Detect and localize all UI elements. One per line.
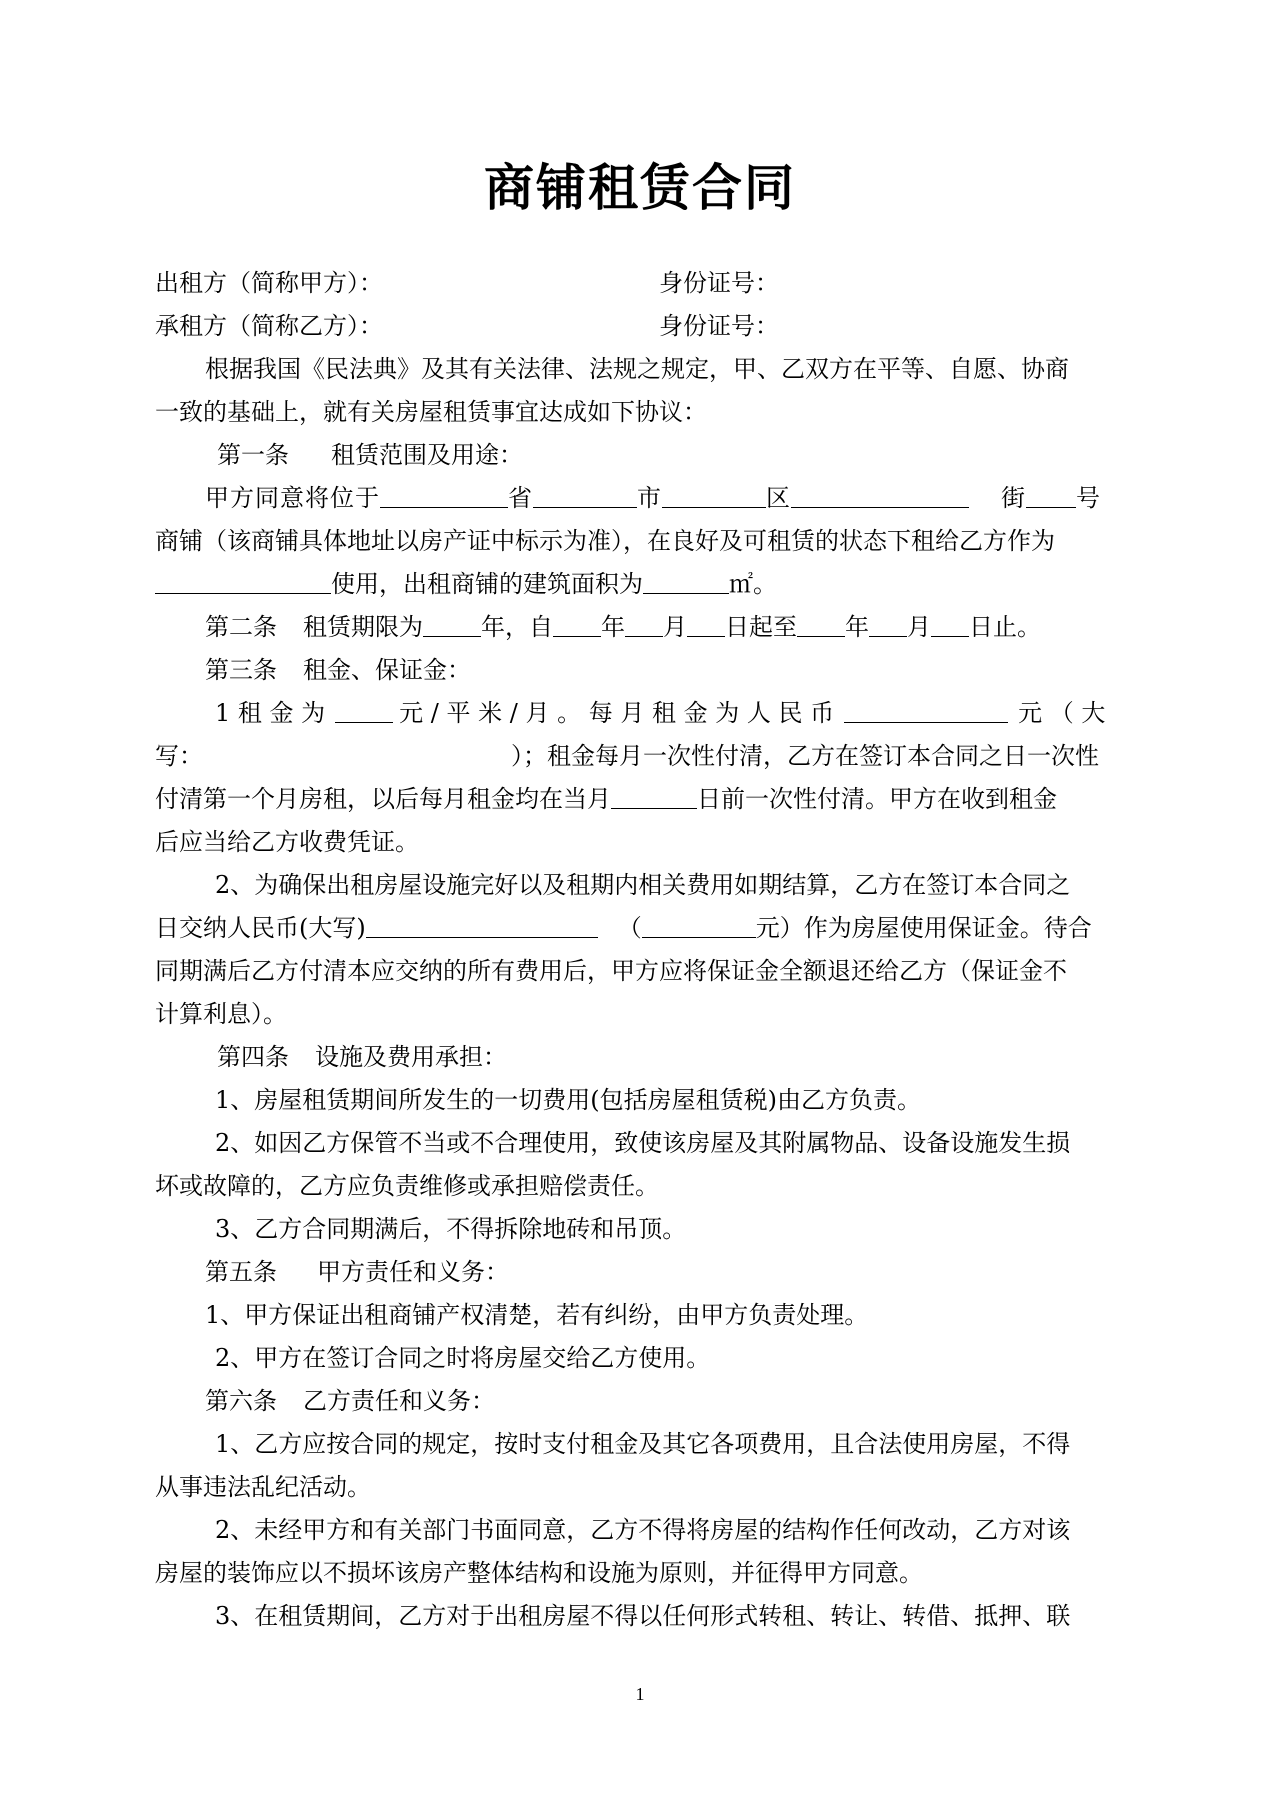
article-3-number: 第三条 [205,656,277,684]
page-number: 1 [635,1684,645,1704]
article-1-line-2: 商铺（该商铺具体地址以房产证中标示为准），在良好及可租赁的状态下租给乙方作为 [155,527,1055,555]
article-6-number: 第六条 [205,1387,277,1415]
preamble-line-2: 一致的基础上，就有关房屋租赁事宜达成如下协议： [155,398,707,426]
blank-start-month[interactable] [625,610,663,637]
article-4-heading [155,1036,1125,1079]
article-3-p1-line-4: 后应当给乙方收费凭证。 [155,828,419,856]
blank-city[interactable] [533,481,637,508]
article-3-heading [155,649,1125,692]
lessee-id-label: 身份证号： [659,312,779,340]
article-6-item-3-line-1: 3、在租赁期间，乙方对于出租房屋不得以任何形式转租、转让、转借、抵押、联 [215,1602,1071,1630]
lessor-line [155,262,1125,305]
article-5-number: 第五条 [205,1258,277,1286]
lessor-id-label: 身份证号： [659,269,779,297]
article-5-title: 甲方责任和义务： [317,1258,509,1286]
lessee-line [155,305,1125,348]
contract-body [155,262,1125,1638]
blank-deposit-amount[interactable] [642,911,756,938]
article-1-line-3: 使用，出租商铺的建筑面积为 ㎡。 [155,563,1125,606]
blank-district[interactable] [662,481,766,508]
article-1-heading [155,434,1125,477]
blank-end-day[interactable] [931,610,969,637]
article-5-heading [155,1251,1125,1294]
article-4-item-3: 3、乙方合同期满后，不得拆除地砖和吊顶。 [215,1215,687,1243]
article-4-number: 第四条 [217,1043,289,1071]
blank-area[interactable] [643,567,729,594]
blank-start-year[interactable] [553,610,601,637]
article-4-item-1: 1、房屋租赁期间所发生的一切费用(包括房屋租赁税)由乙方负责。 [215,1086,921,1114]
blank-province[interactable] [380,481,508,508]
blank-street-name[interactable] [791,481,969,508]
blank-monthly-rent[interactable] [844,696,1008,723]
lessee-label: 承租方（简称乙方）： [155,312,383,340]
article-3-p1-line-1: 1 租 金 为 元 / 平 米 / 月 。 每 月 租 金 为 人 民 币 元 （ 大 [155,692,1125,735]
article-6-item-2-line-1: 2、未经甲方和有关部门书面同意，乙方不得将房屋的结构作任何改动，乙方对该 [215,1516,1071,1544]
article-6-item-1-line-2: 从事违法乱纪活动。 [155,1473,371,1501]
article-1-line-1: 甲方同意将位于 省 市 区 街 号 [155,477,1125,520]
article-4-item-2-line-1: 2、如因乙方保管不当或不合理使用，致使该房屋及其附属物品、设备设施发生损 [215,1129,1071,1157]
blank-usage[interactable] [155,567,331,594]
article-1-number: 第一条 [217,441,289,469]
article-3-p2-line-2: 日交纳人民币(大写) （ 元）作为房屋使用保证金。待合 [155,907,1125,950]
article-4-title: 设施及费用承担： [315,1043,507,1071]
lessor-label: 出租方（简称甲方）： [155,269,383,297]
blank-end-month[interactable] [869,610,907,637]
blank-start-day[interactable] [687,610,725,637]
article-6-item-1-line-1: 1、乙方应按合同的规定，按时支付租金及其它各项费用，且合法使用房屋，不得 [215,1430,1071,1458]
article-2-number: 第二条 [205,613,277,641]
article-5-item-1: 1、甲方保证出租商铺产权清楚，若有纠纷，由甲方负责处理。 [205,1301,869,1329]
article-4-item-2-line-2: 坏或故障的，乙方应负责维修或承担赔偿责任。 [155,1172,659,1200]
article-3-p1-line-2: 写： ）；租金每月一次性付清，乙方在签订本合同之日一次性 [155,742,1099,770]
article-3-p2-line-4: 计算利息）。 [155,1000,287,1028]
article-1-title: 租赁范围及用途： [331,441,523,469]
blank-street-number[interactable] [1026,481,1076,508]
article-5-item-2: 2、甲方在签订合同之时将房屋交给乙方使用。 [215,1344,711,1372]
document-title: 商铺租赁合同 [484,158,796,217]
article-2-line: 第二条 租赁期限为 年，自 年 月 日起至 年 月 日止。 [155,606,1125,649]
blank-term-years[interactable] [423,610,481,637]
blank-payment-day[interactable] [611,782,697,809]
article-3-p2-line-3: 同期满后乙方付清本应交纳的所有费用后，甲方应将保证金全额退还给乙方（保证金不 [155,957,1067,985]
article-6-heading [155,1380,1125,1423]
blank-end-year[interactable] [797,610,845,637]
article-3-p2-line-1: 2、为确保出租房屋设施完好以及租期内相关费用如期结算，乙方在签订本合同之 [215,871,1071,899]
preamble-line-1: 根据我国《民法典》及其有关法律、法规之规定，甲、乙双方在平等、自愿、协商 [205,355,1069,383]
blank-rent-per-sqm[interactable] [335,696,393,723]
article-3-p1-line-3: 付清第一个月房租，以后每月租金均在当月 日前一次性付清。甲方在收到租金 [155,778,1125,821]
article-6-title: 乙方责任和义务： [303,1387,495,1415]
article-3-title: 租金、保证金： [303,656,471,684]
article-6-item-2-line-2: 房屋的装饰应以不损坏该房产整体结构和设施为原则，并征得甲方同意。 [155,1559,923,1587]
blank-deposit-words[interactable] [366,911,598,938]
